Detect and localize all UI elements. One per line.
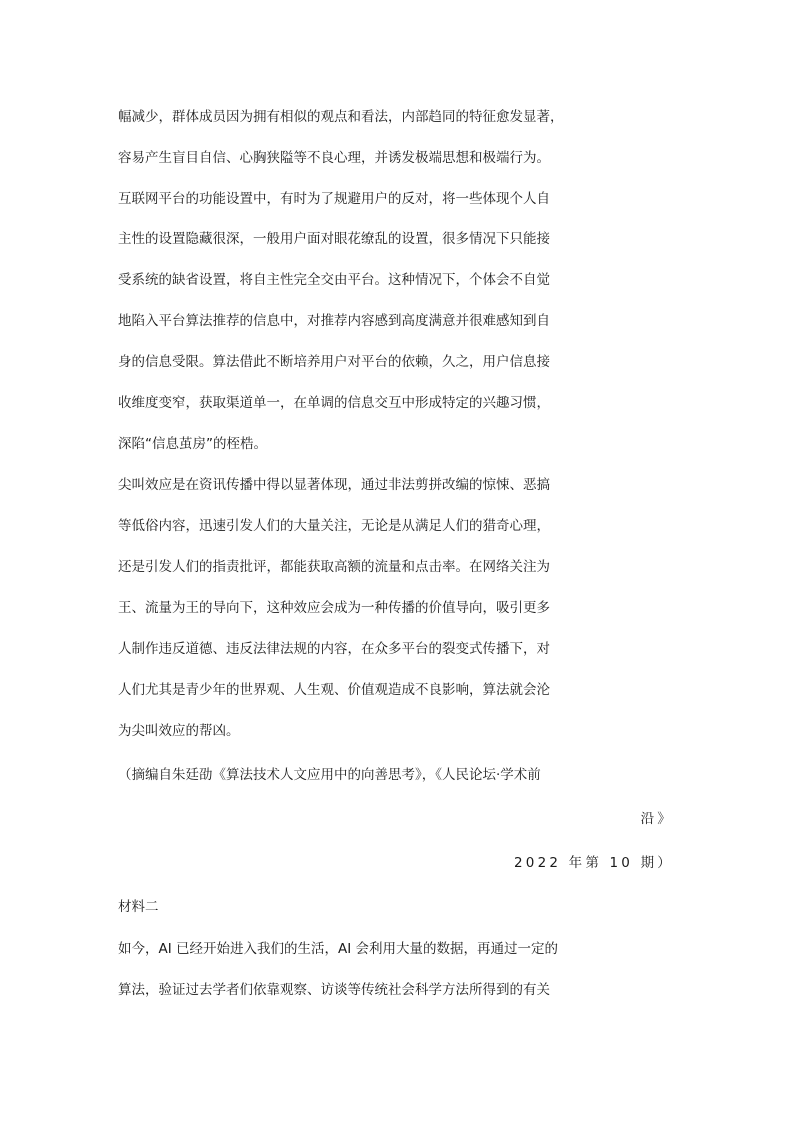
citation-line: （摘编自朱廷劭《算法技术人文应用中的向善思考》，《人民论坛·学术前 (118, 767, 541, 783)
paragraph-line: 身的信息受限。算法借此不断培养用户对平台的依赖，久之，用户信息接 (118, 354, 550, 370)
paragraph-line: 幅减少，群体成员因为拥有相似的观点和看法，内部趋同的特征愈发显著， (118, 109, 564, 125)
paragraph-line: 受系统的缺省设置，将自主性完全交由平台。这种情况下，个体会不自觉 (118, 272, 550, 288)
citation-line: 2022 年第 10 期） (513, 855, 674, 871)
paragraph-line: 尖叫效应是在资讯传播中得以显著体现，通过非法剪拼改编的惊悚、恶搞 (118, 477, 550, 493)
paragraph-line: 互联网平台的功能设置中，有时为了规避用户的反对，将一些体现个人自 (118, 191, 550, 207)
paragraph-line: 算法，验证过去学者们依靠观察、访谈等传统社会科学方法所得到的有关 (118, 982, 550, 998)
paragraph-line: 人们尤其是青少年的世界观、人生观、价值观造成不良影响，算法就会沦 (118, 682, 550, 698)
paragraph-line: 还是引发人们的指责批评，都能获取高额的流量和点击率。在网络关注为 (118, 559, 550, 575)
paragraph-line: 人制作违反道德、违反法律法规的内容，在众多平台的裂变式传播下，对 (118, 641, 550, 657)
paragraph-line: 如今，AI 已经开始进入我们的生活，AI 会利用大量的数据，再通过一定的 (118, 941, 559, 957)
section-heading: 材料二 (118, 899, 159, 915)
paragraph-line: 容易产生盲目自信、心胸狭隘等不良心理，并诱发极端思想和极端行为。 (118, 150, 550, 166)
paragraph-line: 等低俗内容，迅速引发人们的大量关注，无论是从满足人们的猎奇心理， (118, 518, 550, 534)
paragraph-line: 收维度变窄，获取渠道单一，在单调的信息交互中形成特定的兴趣习惯， (118, 395, 550, 411)
paragraph-line: 深陷“信息茧房”的桎梏。 (118, 436, 267, 452)
paragraph-line: 地陷入平台算法推荐的信息中，对推荐内容感到高度满意并很难感知到自 (118, 313, 550, 329)
citation-line: 沿》 (640, 811, 674, 827)
paragraph-line: 主性的设置隐藏很深，一般用户面对眼花缭乱的设置，很多情况下只能接 (118, 231, 550, 247)
paragraph-line: 为尖叫效应的帮凶。 (118, 723, 240, 739)
paragraph-line: 王、流量为王的导向下，这种效应会成为一种传播的价值导向，吸引更多 (118, 600, 550, 616)
